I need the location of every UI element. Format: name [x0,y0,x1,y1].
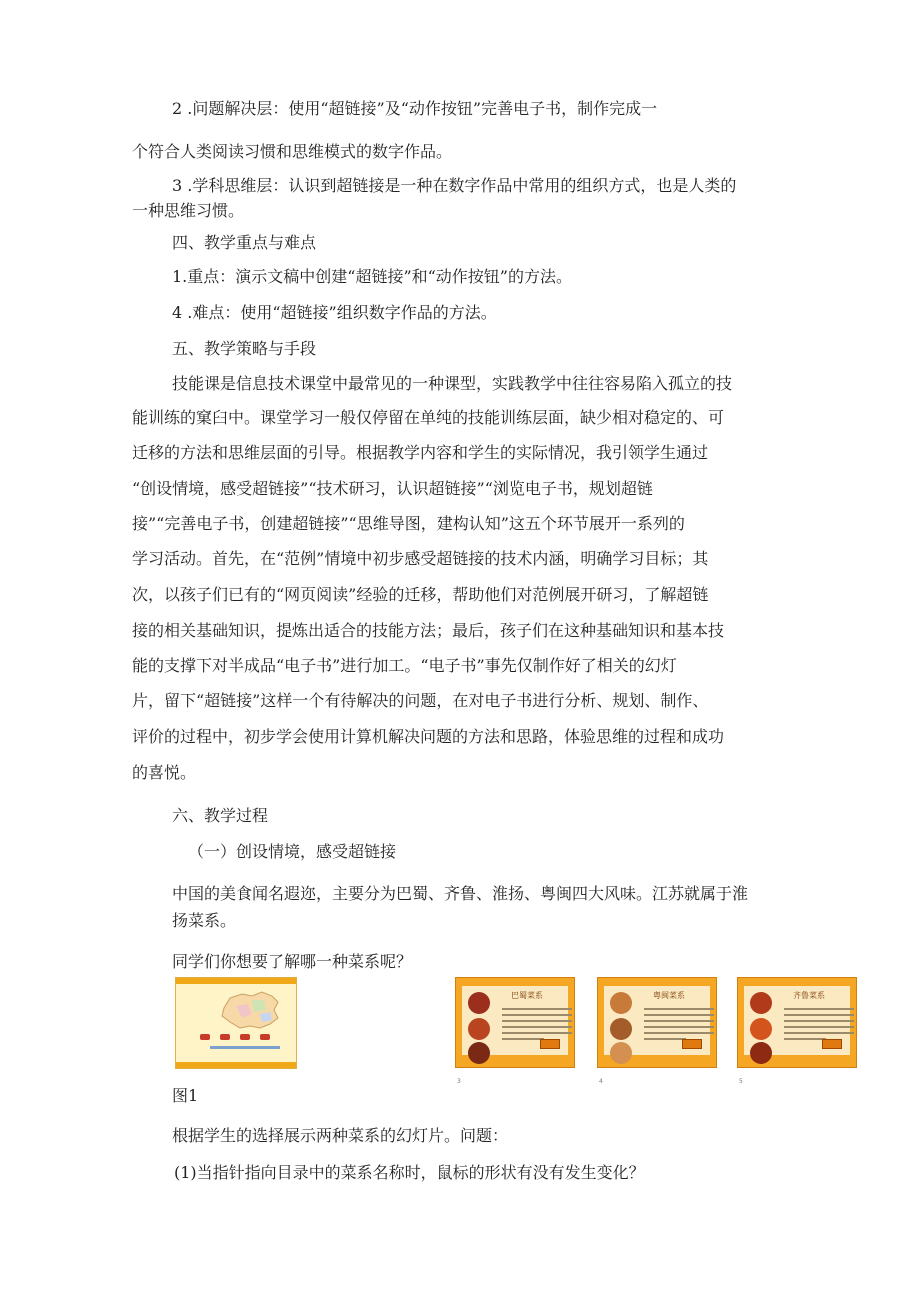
paragraph-line: 片，留下“超链接”这样一个有待解决的问题，在对电子书进行分析、规划、制作、 [132,691,709,710]
slide-title: 粤闽菜系 [653,991,685,1000]
subsection-heading: （一）创设情境，感受超链接 [188,842,397,861]
slide-body-text [502,1008,572,1044]
food-slide-thumbnail [455,977,575,1068]
paragraph-line: 次，以孩子们已有的“网页阅读”经验的迁移，帮助他们对范例展开研习，了解超链 [132,585,709,604]
paragraph-line: 技能课是信息技术课堂中最常见的一种课型，实践教学中往往容易陷入孤立的技 [172,374,733,393]
return-action-button [822,1039,842,1049]
question-line: (1)当指针指向目录中的菜系名称时，鼠标的形状有没有发生变化？ [174,1163,645,1182]
legend-swatch [220,1034,230,1040]
paragraph-line: 学习活动。首先，在“范例”情境中初步感受超链接的技术内涵，明确学习目标；其 [132,549,709,568]
figure-caption: 图1 [172,1086,199,1105]
slide-number: 5 [739,1078,743,1085]
slide-title: 齐鲁菜系 [793,991,825,1000]
paragraph-line: 迁移的方法和思维层面的引导。根据教学内容和学生的实际情况，我引领学生通过 [132,443,709,462]
slide-number: 3 [457,1078,461,1085]
paragraph-line: 4 .难点：使用“超链接”组织数字作品的方法。 [172,303,497,322]
legend-swatch [240,1034,250,1040]
paragraph-line: 个符合人类阅读习惯和思维模式的数字作品。 [132,142,453,161]
section-heading: 五、教学策略与手段 [172,339,317,358]
paragraph-line: 的喜悦。 [132,763,197,782]
food-slide-thumbnail [597,977,717,1068]
dish-photo [750,992,772,1014]
dish-photo [610,992,632,1014]
slide-number: 4 [599,1078,603,1085]
legend-swatch [260,1034,270,1040]
paragraph-line: 3 .学科思维层：认识到超链接是一种在数字作品中常用的组织方式，也是人类的 [172,176,737,195]
paragraph-line: 根据学生的选择展示两种菜系的幻灯片。问题： [172,1126,509,1145]
dish-photo [468,1042,490,1064]
paragraph-line: 同学们你想要了解哪一种菜系呢？ [172,952,413,971]
paragraph-line: 评价的过程中，初步学会使用计算机解决问题的方法和思路，体验思维的过程和成功 [132,727,725,746]
slide-title: 巴蜀菜系 [511,991,543,1000]
dish-photo [610,1042,632,1064]
paragraph-line: 一种思维习惯。 [132,201,245,220]
paragraph-line: 中国的美食闻名遐迩，主要分为巴蜀、齐鲁、淮扬、粤闽四大风味。江苏就属于淮 [172,884,749,903]
legend-swatch [200,1034,210,1040]
dish-photo [468,1018,490,1040]
paragraph-line: 2 .问题解决层：使用“超链接”及“动作按钮”完善电子书，制作完成一 [172,99,658,118]
dish-photo [750,1042,772,1064]
slide-top-bar [176,978,296,984]
slide-link-line [210,1046,280,1049]
slide-content-panel [744,986,850,1055]
dish-photo [468,992,490,1014]
paragraph-line: “创设情境，感受超链接”“技术研习，认识超链接”“浏览电子书，规划超链 [132,479,653,498]
paragraph-line: 能训练的窠臼中。课堂学习一般仅停留在单纯的技能训练层面，缺少相对稳定的、可 [132,408,725,427]
paragraph-line: 1.重点：演示文稿中创建“超链接”和“动作按钮”的方法。 [172,267,572,286]
slide-content-panel [462,986,568,1055]
return-action-button [540,1039,560,1049]
paragraph-line: 扬菜系。 [172,911,237,930]
slide-body-text [784,1008,854,1044]
slide-content-panel [604,986,710,1055]
paragraph-line: 接”“完善电子书，创建超链接”“思维导图，建构认知”这五个环节展开一系列的 [132,514,685,533]
return-action-button [682,1039,702,1049]
paragraph-line: 能的支撑下对半成品“电子书”进行加工。“电子书”事先仅制作好了相关的幻灯 [132,656,677,675]
section-heading: 四、教学重点与难点 [172,233,317,252]
dish-photo [750,1018,772,1040]
food-slide-thumbnail [737,977,857,1068]
paragraph-line: 接的相关基础知识，提炼出适合的技能方法；最后，孩子们在这种基础知识和基本技 [132,621,725,640]
slide-body-text [644,1008,714,1044]
dish-photo [610,1018,632,1040]
china-map-icon [216,988,286,1032]
china-map-slide-thumbnail [175,977,297,1069]
slide-bottom-bar [176,1062,296,1068]
section-heading: 六、教学过程 [172,806,269,825]
